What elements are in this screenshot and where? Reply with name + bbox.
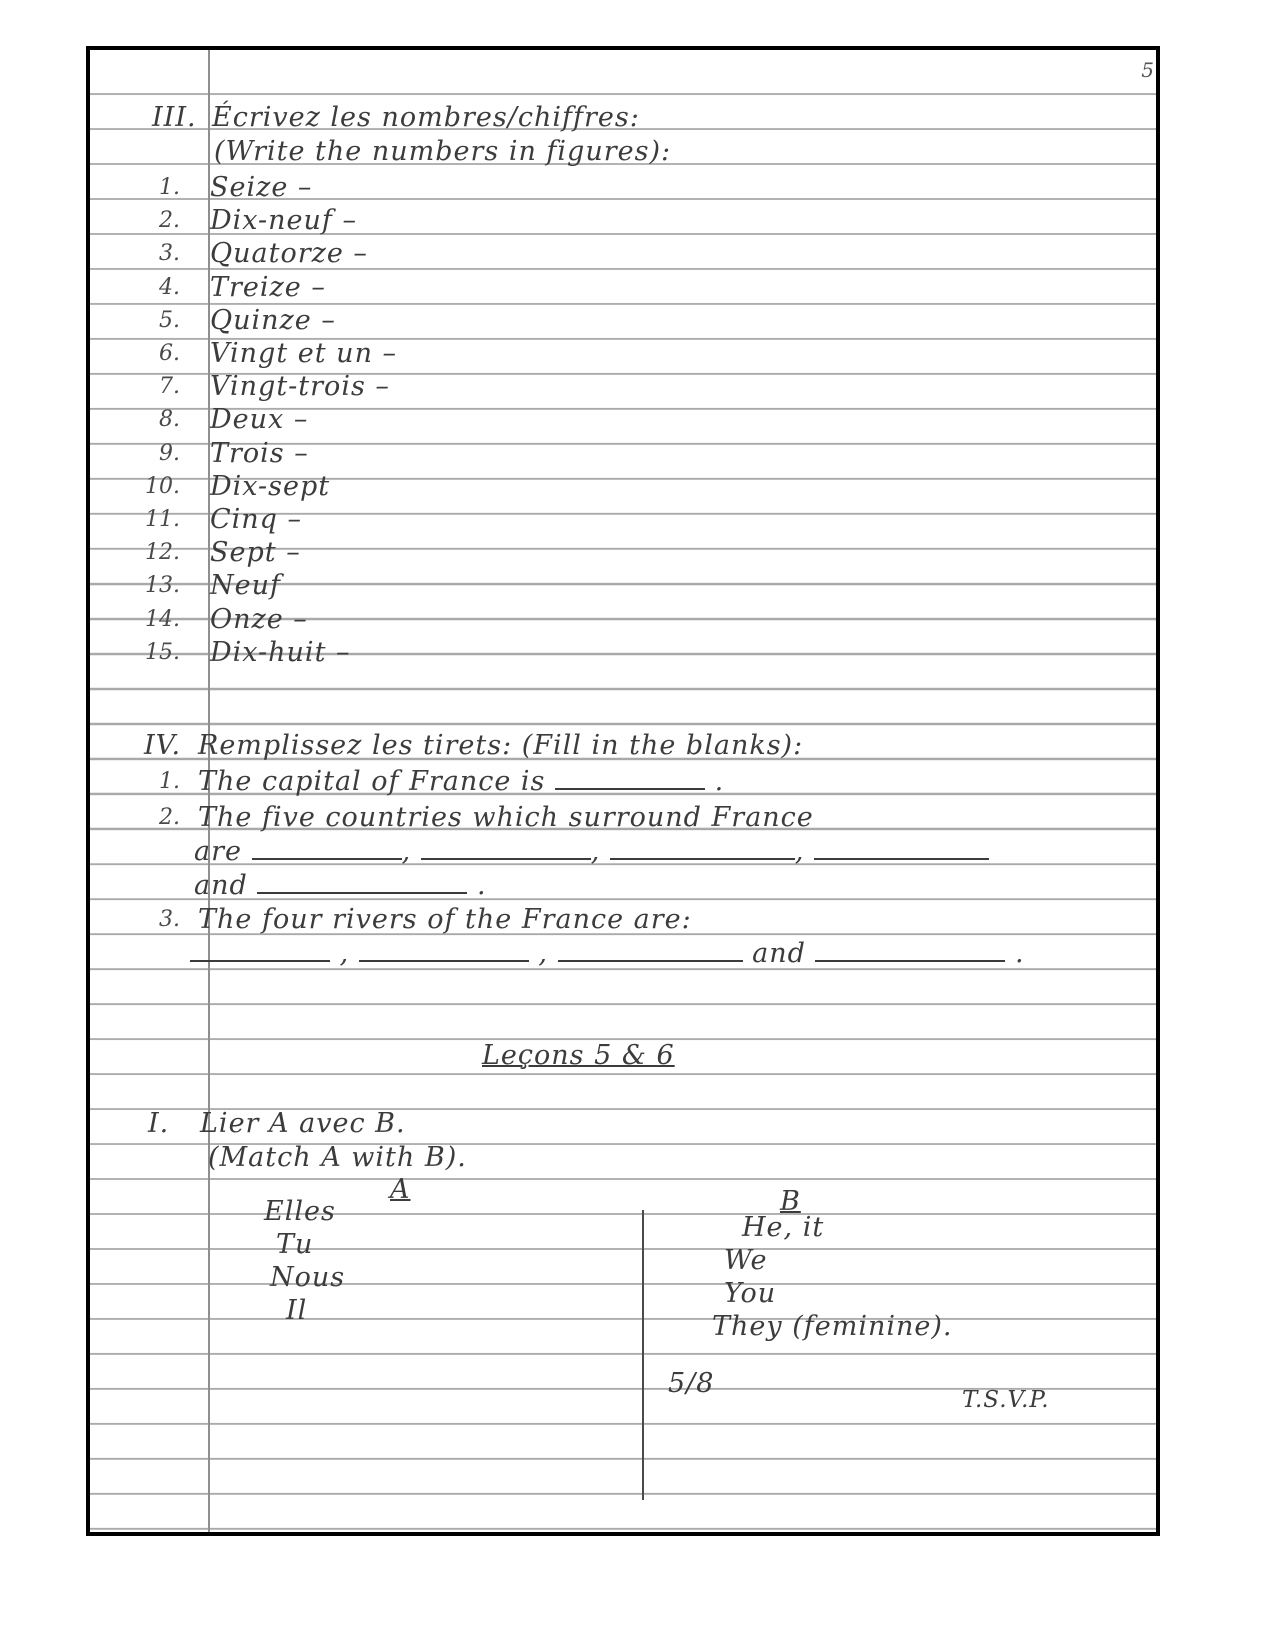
tsvp-note: T.S.V.P. <box>962 1387 1050 1413</box>
question-2-number: 2. <box>159 805 180 830</box>
question-3-blank-3 <box>558 940 743 962</box>
list-item-text: Vingt et un – <box>210 338 398 369</box>
list-item-number: 9. <box>159 440 180 466</box>
list-item-number: 14. <box>145 606 180 632</box>
question-2-blank-5 <box>257 872 467 894</box>
question-1-blank <box>555 768 705 790</box>
column-b-header: B <box>780 1186 801 1217</box>
list-item-text: Dix-neuf – <box>210 205 357 237</box>
list-item-number: 8. <box>159 407 180 433</box>
column-b-item: He, it <box>742 1212 825 1243</box>
column-a-item: Nous <box>270 1262 346 1293</box>
list-item-number: 5. <box>159 307 180 333</box>
question-2-are: are <box>194 836 242 867</box>
section-4-title: Remplissez les tirets: (Fill in the blanks): <box>198 730 804 761</box>
column-b-item: We <box>724 1245 768 1276</box>
question-3-number: 3. <box>159 907 180 932</box>
list-item-number: 1. <box>159 175 180 200</box>
question-3-and: and <box>752 938 806 969</box>
list-item-text: Dix-sept <box>210 470 331 502</box>
list-item-text: Deux – <box>210 404 309 436</box>
list-item-text: Quinze – <box>210 304 336 336</box>
list-item-number: 10. <box>145 473 180 499</box>
column-divider <box>642 1210 644 1500</box>
question-3-blank-1 <box>190 940 330 962</box>
question-2-blank-1 <box>252 838 402 860</box>
list-item-text: Dix-huit – <box>210 636 351 668</box>
list-item-text: Vingt-trois – <box>210 371 390 403</box>
column-a-item: Tu <box>276 1229 314 1260</box>
list-item-text: Cinq – <box>210 504 303 535</box>
page-number: 5/8 <box>668 1368 715 1399</box>
column-a-item: Elles <box>264 1196 336 1227</box>
list-item-text: Neuf <box>210 570 281 602</box>
section-1-subtitle: (Match A with B). <box>208 1142 467 1173</box>
list-item-number: 7. <box>159 374 180 400</box>
question-2-and: and <box>194 870 248 901</box>
section-1-title: Lier A avec B. <box>200 1108 406 1139</box>
question-3-text: The four rivers of the France are: <box>198 904 692 935</box>
section-1-numeral: I. <box>148 1108 170 1139</box>
column-a-header: A <box>390 1174 411 1205</box>
list-item-number: 2. <box>159 208 180 234</box>
list-item-number: 13. <box>145 573 180 599</box>
list-item-number: 4. <box>159 274 180 300</box>
list-item-text: Seize – <box>210 172 313 203</box>
list-item-text: Onze – <box>210 603 308 635</box>
list-item-number: 3. <box>159 241 180 267</box>
question-2-and-line: and . <box>194 870 487 901</box>
list-item-text: Sept – <box>210 537 301 569</box>
question-1-label: The capital of France is <box>198 766 546 797</box>
question-2-text: The five countries which surround France <box>198 802 814 833</box>
list-item-number: 6. <box>159 341 180 366</box>
question-2-blank-4 <box>814 838 989 860</box>
question-3-blank-4 <box>815 940 1005 962</box>
column-a-item: Il <box>286 1295 308 1326</box>
list-item-text: Treize – <box>210 271 326 303</box>
list-item-number: 11. <box>145 507 180 532</box>
question-2-blank-2 <box>421 838 591 860</box>
lessons-heading: Leçons 5 & 6 <box>482 1040 675 1071</box>
question-2-blank-3 <box>610 838 795 860</box>
notebook-page <box>86 46 1160 1536</box>
list-item-text: Trois – <box>210 437 309 469</box>
page-corner-mark: 5 <box>1141 58 1154 82</box>
section-3-title: Écrivez les nombres/chiffres: <box>212 102 640 133</box>
list-item-number: 12. <box>145 540 180 566</box>
question-2-blanks-line: are , , , <box>194 836 989 868</box>
list-item-text: Quatorze – <box>210 238 368 270</box>
question-3-blank-2 <box>359 940 529 962</box>
list-item-number: 15. <box>145 639 180 665</box>
question-1-number: 1. <box>159 769 180 794</box>
column-b-item: They (feminine). <box>712 1311 953 1342</box>
column-b-item: You <box>724 1278 777 1309</box>
question-1-text: The capital of France is . <box>198 766 725 797</box>
section-3-numeral: III. <box>152 102 197 133</box>
section-4-numeral: IV. <box>144 730 182 761</box>
question-3-blanks-line: , , and . <box>190 938 1025 970</box>
section-3-subtitle: (Write the numbers in figures): <box>214 136 672 167</box>
